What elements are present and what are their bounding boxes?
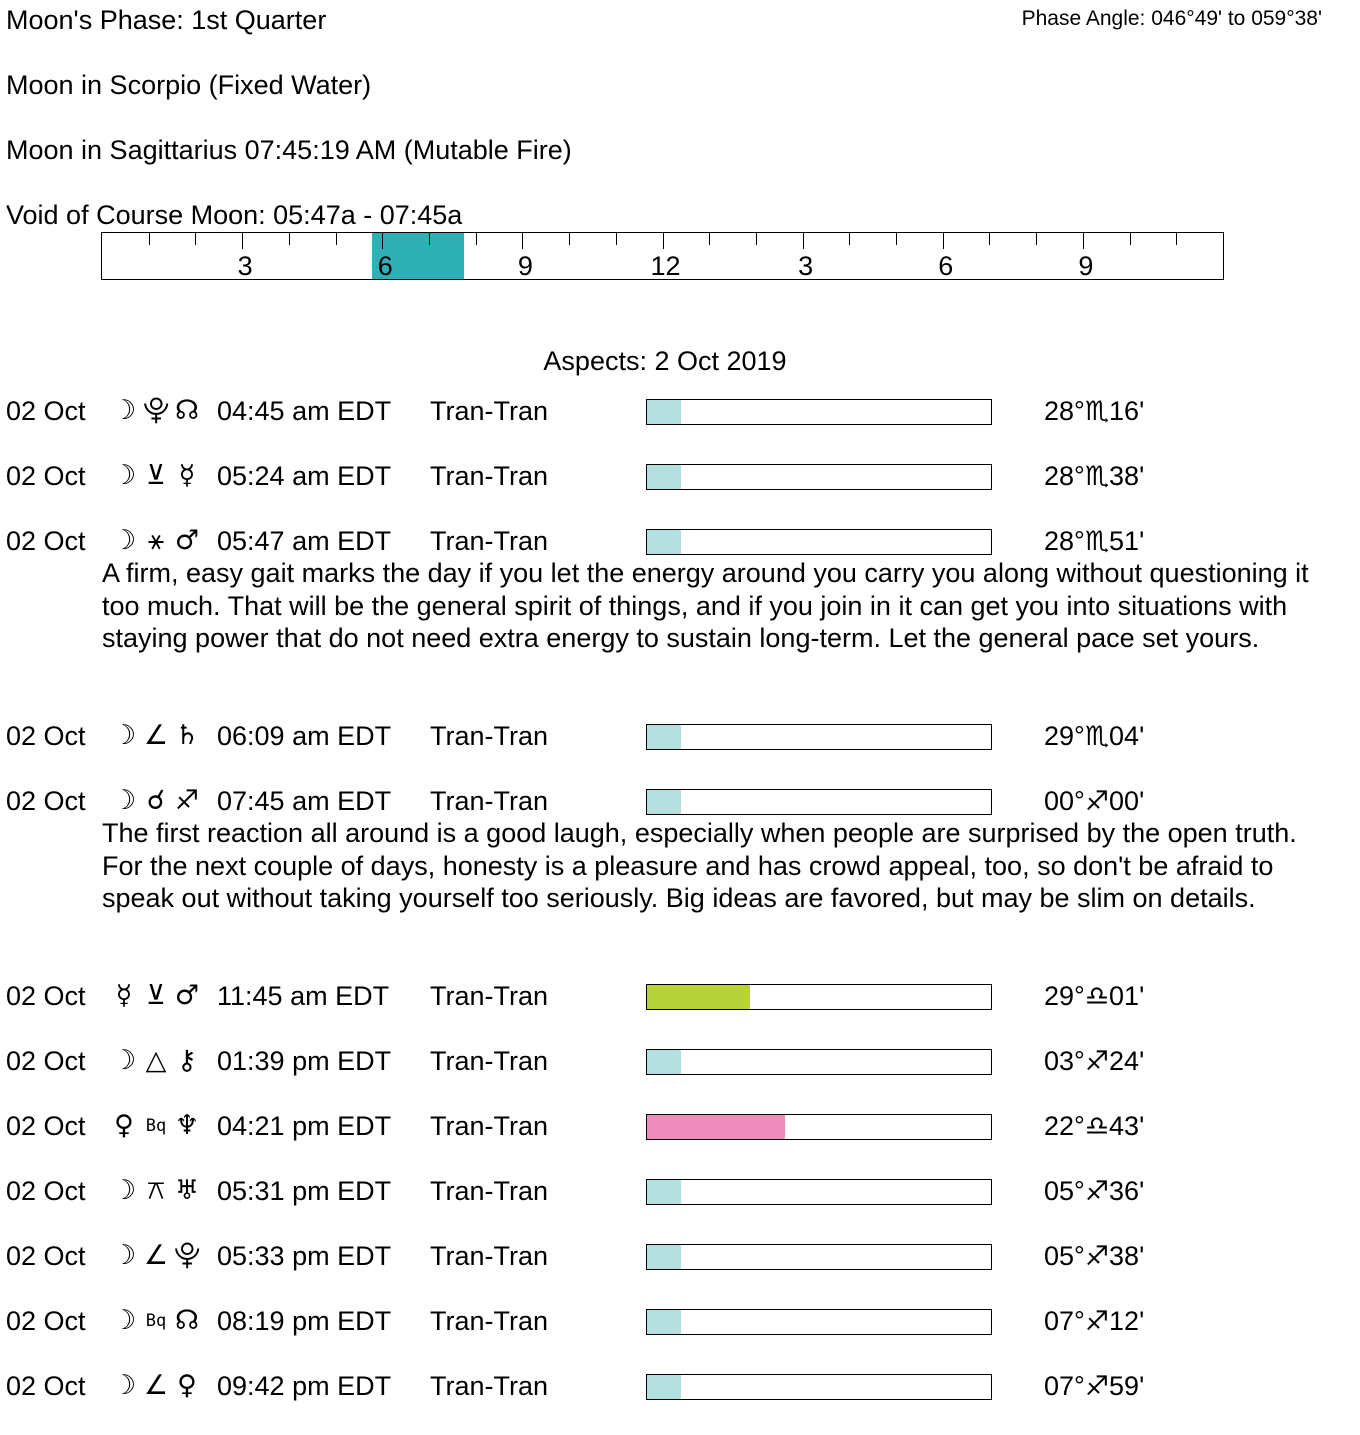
aspects-title: Aspects: 2 Oct 2019: [543, 346, 787, 376]
timeline-tick: [149, 233, 150, 245]
aspect-type: Tran-Tran: [430, 1046, 549, 1076]
aspect-description: A firm, easy gait marks the day if you let the energy around you carry you along without questioning it too much. That will be the general spirit of things, and if you join in it can get you into situations with staying power that do not need extra energy to sustain long-term. Let the general pace set yours.: [102, 558, 1309, 653]
aspect-row: [0, 1305, 1360, 1337]
aspect-date: 02 Oct: [6, 1241, 86, 1271]
planet1-symbol: ☽: [112, 1045, 137, 1076]
aspect-type: Tran-Tran: [430, 1241, 549, 1271]
aspect-type: Tran-Tran: [430, 1306, 549, 1336]
aspect-strength-bar: [646, 724, 992, 750]
timeline-tick: [195, 233, 196, 245]
aspect-strength-bar: [646, 1179, 992, 1205]
aspect-time: 05:31 pm EDT: [217, 1176, 392, 1206]
timeline-hour-label: 3: [237, 251, 253, 281]
planet2-symbol: ♂: [174, 525, 200, 556]
aspect-strength-bar: [646, 1049, 992, 1075]
aspect-row: [0, 1110, 1360, 1142]
aspect-position: 05°♐36': [1044, 1176, 1145, 1206]
timeline-tick: [1176, 233, 1177, 245]
aspect-date: 02 Oct: [6, 1176, 86, 1206]
planet2-symbol: ⯓: [174, 1240, 201, 1271]
planet1-symbol: ♀: [114, 1110, 134, 1141]
aspect-time: 11:45 am EDT: [217, 981, 390, 1011]
timeline-hour-label: 6: [938, 251, 954, 281]
timeline-hour-label: 3: [798, 251, 814, 281]
timeline-tick: [849, 233, 850, 245]
aspect-strength-fill: [647, 985, 750, 1009]
planet2-symbol: ☿: [178, 460, 196, 491]
aspect-strength-fill: [647, 1375, 681, 1399]
aspect-type: Tran-Tran: [430, 1111, 549, 1141]
timeline-hour-label: 6: [377, 251, 393, 281]
planet2-symbol: ♀: [177, 1370, 197, 1401]
planet2-symbol: ♐: [174, 785, 200, 816]
aspect-strength-fill: [647, 1310, 681, 1334]
aspect-row: [0, 980, 1360, 1012]
aspect-symbol: ∠: [143, 1370, 169, 1401]
aspect-strength-bar: [646, 529, 992, 555]
aspect-date: 02 Oct: [6, 396, 86, 426]
aspect-date: 02 Oct: [6, 1046, 86, 1076]
aspect-symbol: ⯓: [143, 395, 170, 426]
timeline-tick: [1083, 233, 1084, 249]
aspect-position: 07°♐12': [1044, 1306, 1145, 1336]
void-of-course: Void of Course Moon: 05:47a - 07:45a: [6, 200, 463, 230]
aspect-symbol: ⊻: [146, 460, 166, 491]
aspect-row: [0, 395, 1360, 427]
aspect-date: 02 Oct: [6, 461, 86, 491]
aspect-strength-bar: [646, 399, 992, 425]
aspect-row: [0, 460, 1360, 492]
aspect-time: 09:42 pm EDT: [217, 1371, 392, 1401]
planet1-symbol: ☽: [112, 395, 137, 426]
aspect-date: 02 Oct: [6, 1306, 86, 1336]
aspect-position: 07°♐59': [1044, 1371, 1145, 1401]
aspect-strength-fill: [647, 725, 681, 749]
aspect-symbol: ∠: [143, 1240, 169, 1271]
aspect-description: The first reaction all around is a good laugh, especially when people are surprised by the open truth. For the next couple of days, honesty is a pleasure and has crowd appeal, too, so don't be afraid to speak out without taking yourself too seriously. Big ideas are favored, but may be slim on details.: [102, 818, 1297, 913]
timeline-tick: [336, 233, 337, 245]
aspect-strength-fill: [647, 400, 681, 424]
aspect-symbol: Bq: [145, 1116, 167, 1136]
aspect-position: 29°♏04': [1044, 721, 1145, 751]
timeline-tick: [382, 233, 383, 249]
timeline-tick: [476, 233, 477, 245]
planet2-symbol: ☊: [175, 395, 199, 426]
planet2-symbol: ♄: [174, 720, 200, 751]
planet1-symbol: ☽: [112, 720, 137, 751]
aspect-symbol: Bq: [145, 1311, 167, 1331]
aspect-type: Tran-Tran: [430, 526, 549, 556]
aspect-time: 05:47 am EDT: [217, 526, 392, 556]
aspect-row: [0, 785, 1360, 817]
aspect-type: Tran-Tran: [430, 981, 549, 1011]
aspect-symbol: ⚹: [147, 525, 165, 556]
aspect-strength-bar: [646, 464, 992, 490]
aspect-strength-fill: [647, 1180, 681, 1204]
aspect-date: 02 Oct: [6, 1111, 86, 1141]
aspect-strength-fill: [647, 465, 681, 489]
aspect-date: 02 Oct: [6, 1371, 86, 1401]
moon-sign-scorpio: Moon in Scorpio (Fixed Water): [6, 70, 372, 100]
planet2-symbol: ♆: [174, 1110, 200, 1141]
timeline-tick: [1036, 233, 1037, 245]
aspect-strength-bar: [646, 1244, 992, 1270]
timeline-tick: [989, 233, 990, 245]
planet2-symbol: ♅: [174, 1175, 200, 1206]
timeline-tick: [616, 233, 617, 245]
timeline-tick: [429, 233, 430, 245]
aspect-row: [0, 525, 1360, 557]
timeline-tick: [896, 233, 897, 245]
aspect-position: 22°♎43': [1044, 1111, 1145, 1141]
timeline-tick: [242, 233, 243, 249]
aspect-symbol: ⊻: [146, 980, 166, 1011]
aspect-position: 28°♏16': [1044, 396, 1145, 426]
aspect-row: [0, 1175, 1360, 1207]
planet1-symbol: ☽: [112, 460, 137, 491]
aspect-strength-fill: [647, 1245, 681, 1269]
moon-phase: Moon's Phase: 1st Quarter: [6, 5, 327, 35]
aspect-date: 02 Oct: [6, 981, 86, 1011]
aspect-position: 28°♏38': [1044, 461, 1145, 491]
aspect-date: 02 Oct: [6, 721, 86, 751]
aspect-symbol: ☌: [146, 785, 166, 816]
aspect-symbol: ⚻: [147, 1175, 165, 1206]
aspect-type: Tran-Tran: [430, 1371, 549, 1401]
aspect-strength-fill: [647, 1115, 785, 1139]
moon-sign-sagittarius: Moon in Sagittarius 07:45:19 AM (Mutable Fire): [6, 135, 572, 165]
aspect-time: 05:33 pm EDT: [217, 1241, 392, 1271]
aspect-position: 28°♏51': [1044, 526, 1145, 556]
planet2-symbol: ⚷: [177, 1045, 197, 1076]
aspect-row: [0, 1045, 1360, 1077]
phase-angle: Phase Angle: 046°49' to 059°38': [1021, 7, 1322, 30]
planet2-symbol: ☊: [175, 1305, 199, 1336]
timeline-tick: [709, 233, 710, 245]
planet2-symbol: ♂: [174, 980, 200, 1011]
aspect-position: 00°♐00': [1044, 786, 1145, 816]
aspect-type: Tran-Tran: [430, 461, 549, 491]
timeline-tick: [289, 233, 290, 245]
aspect-strength-fill: [647, 1050, 681, 1074]
timeline-tick: [1130, 233, 1131, 245]
aspect-symbol: △: [145, 1045, 167, 1076]
aspect-time: 04:21 pm EDT: [217, 1111, 392, 1141]
aspect-position: 29°♎01': [1044, 981, 1145, 1011]
aspect-position: 05°♐38': [1044, 1241, 1145, 1271]
aspect-row: [0, 720, 1360, 752]
planet1-symbol: ☽: [112, 525, 137, 556]
timeline-tick: [663, 233, 664, 249]
aspect-type: Tran-Tran: [430, 786, 549, 816]
timeline-tick: [803, 233, 804, 249]
timeline-tick: [522, 233, 523, 249]
aspect-position: 03°♐24': [1044, 1046, 1145, 1076]
aspect-date: 02 Oct: [6, 786, 86, 816]
aspect-time: 08:19 pm EDT: [217, 1306, 392, 1336]
timeline-tick: [756, 233, 757, 245]
aspect-time: 01:39 pm EDT: [217, 1046, 392, 1076]
aspect-type: Tran-Tran: [430, 721, 549, 751]
aspect-time: 05:24 am EDT: [217, 461, 392, 491]
timeline-hour-label: 9: [517, 251, 533, 281]
aspect-date: 02 Oct: [6, 526, 86, 556]
planet1-symbol: ☽: [112, 785, 137, 816]
aspect-row: [0, 1240, 1360, 1272]
planet1-symbol: ☽: [112, 1305, 137, 1336]
timeline-hour-label: 12: [650, 251, 681, 281]
aspect-row: [0, 1370, 1360, 1402]
aspect-time: 04:45 am EDT: [217, 396, 392, 426]
planet1-symbol: ☽: [112, 1240, 137, 1271]
timeline-hour-label: 9: [1078, 251, 1094, 281]
aspect-time: 06:09 am EDT: [217, 721, 392, 751]
aspect-strength-fill: [647, 530, 681, 554]
timeline-tick: [569, 233, 570, 245]
aspect-symbol: ∠: [143, 720, 169, 751]
aspect-strength-bar: [646, 984, 992, 1010]
planet1-symbol: ☽: [112, 1175, 137, 1206]
timeline-tick: [943, 233, 944, 249]
aspect-type: Tran-Tran: [430, 396, 549, 426]
aspect-strength-bar: [646, 1114, 992, 1140]
aspect-type: Tran-Tran: [430, 1176, 549, 1206]
planet1-symbol: ☽: [112, 1370, 137, 1401]
planet1-symbol: ☿: [115, 980, 133, 1011]
aspect-strength-bar: [646, 1309, 992, 1335]
aspect-strength-fill: [647, 790, 681, 814]
aspect-time: 07:45 am EDT: [217, 786, 392, 816]
aspect-strength-bar: [646, 1374, 992, 1400]
aspect-strength-bar: [646, 789, 992, 815]
void-of-course-timeline: [101, 232, 1224, 280]
